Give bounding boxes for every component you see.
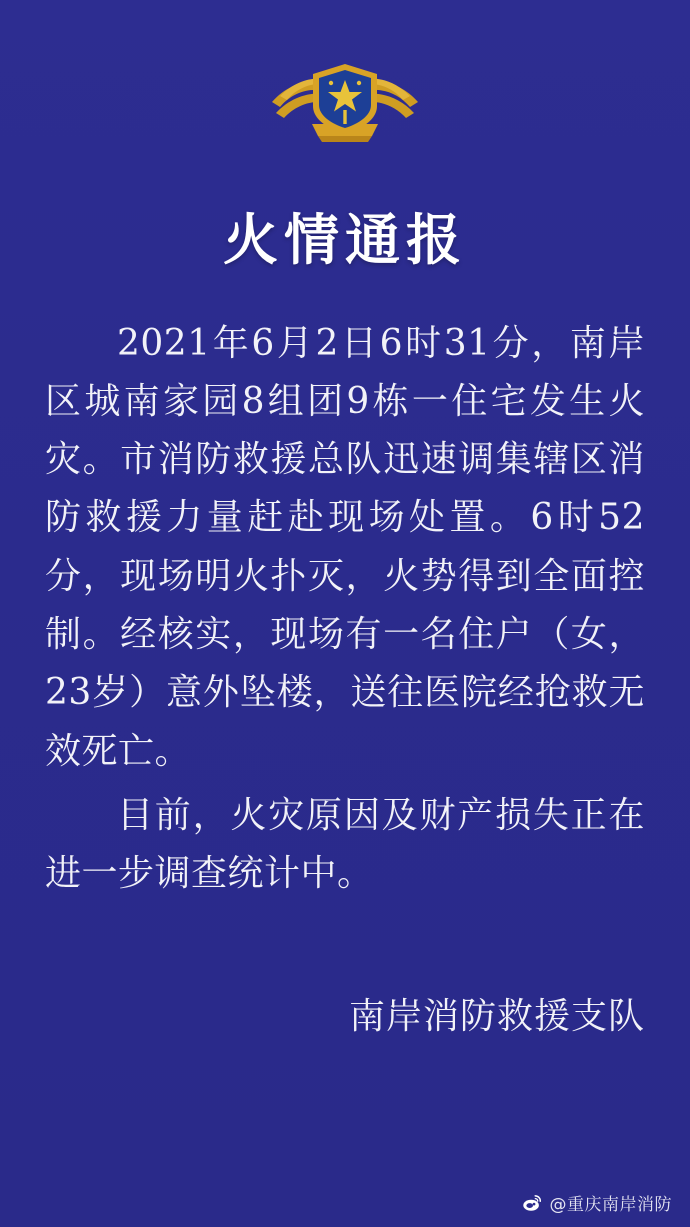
report-body [45, 315, 645, 910]
fire-rescue-emblem-icon [260, 50, 430, 146]
emblem-container [255, 48, 435, 148]
weibo-icon [521, 1192, 543, 1214]
signature: 南岸消防救援支队 [348, 995, 645, 1037]
weibo-footer [521, 1190, 673, 1215]
report-paragraph: 2021年6月2日6时31分，南岸区城南家园8组团9栋一住宅发生火灾。市消防救援总队迅速调集辖区消防救援力量赶赴现场处置。6时52分，现场明火扑灭，火势得到全面控制。经核实，现场有一名住户（女，23岁）意外坠楼，送往医院经抢救无效死亡。 [45, 322, 645, 772]
weibo-handle[interactable]: @重庆南岸消防 [549, 1195, 672, 1215]
report-paragraph: 目前，火灾原因及财产损失正在进一步调查统计中。 [45, 795, 645, 895]
page-title: 火情通报 [222, 208, 467, 272]
